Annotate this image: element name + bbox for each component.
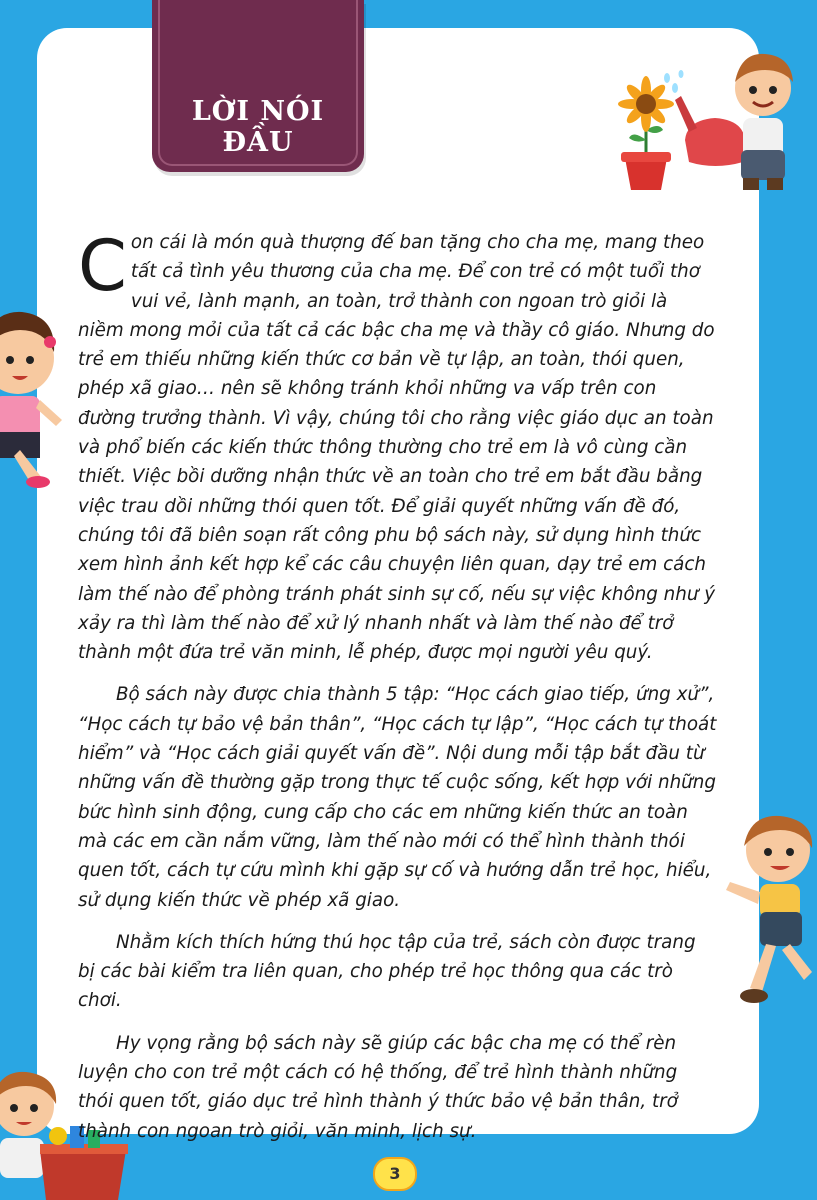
girl-with-bag-icon — [0, 300, 78, 490]
leaf-shape — [629, 134, 646, 141]
drop-cap-letter: C — [78, 225, 127, 307]
toybox-boy-eye-shape — [30, 1104, 38, 1112]
boy-shoe-shape — [743, 178, 759, 190]
paragraph: Nhằm kích thích hứng thú học tập của trẻ, sách còn được trang bị các bài kiểm tra liên quan, cho phép trẻ học thông qua các trò chơi. — [78, 931, 696, 1012]
pot-rim-shape — [621, 152, 671, 162]
girl-eye-shape — [6, 356, 14, 364]
preface-text — [78, 225, 718, 1159]
toybox-boy-shirt-shape — [0, 1138, 44, 1178]
running-boy-icon — [720, 812, 817, 1012]
boy-shoe-shape — [767, 178, 783, 190]
page-number-badge: 3 — [373, 1157, 417, 1191]
toybox-boy-eye-shape — [10, 1104, 18, 1112]
paragraph-text: on cái là món quà thượng đế ban tặng cho cha mẹ, mang theo tất cả tình yêu thương của cha mẹ. Để con trẻ có một tuổi thơ vui vẻ, lành mạnh, an toàn, trở thành con ngoan trò giỏi là niềm mong mỏi của tất cả các bậc cha mẹ và thầy cô giáo. Nhưng do trẻ em thiếu những kiến thức cơ bản về tự lập, an toàn, thói quen, phép xã giao… nên sẽ không tránh khỏi những va vấp trên con đường trưởng thành. Vì vậy, chúng tôi cho rằng việc giáo dục an toàn và phổ biến các kiến thức thông thường cho trẻ em là vô cùng cần thiết. Việc bồi dưỡng nhận thức về an toàn cho trẻ em bắt đầu bằng việc trau dồi những thói quen tốt. Để giải quyết những vấn đề đó, chúng tôi đã biên soạn rất công phu bộ sách này, sử dụng hình thức xem hình ảnh kết hợp kể các câu chuyện liên quan, dạy trẻ em cách làm thế nào để phòng tránh phát sinh sự cố, nếu sự việc không như ý xảy ra thì làm thế nào để xử lý nhanh nhất và làm thế nào để trở thành một đứa trẻ văn minh, lễ phép, được mọi người yêu quý. — [78, 232, 716, 664]
watering-can-spout-shape — [675, 96, 697, 132]
girl-hair-bow-shape — [44, 336, 56, 348]
girl-shoe-shape — [26, 476, 50, 488]
boy-watering-flower-icon — [615, 30, 805, 195]
flower-pot-shape — [625, 158, 667, 190]
boy-overalls-shape — [741, 150, 785, 180]
paragraph — [78, 225, 718, 667]
running-boy-leg-shape — [750, 944, 776, 992]
water-drops-shape — [664, 70, 684, 93]
running-boy-shorts-shape — [760, 912, 802, 946]
page-title: LỜI NÓI ĐẦU — [191, 96, 325, 158]
running-boy-shoe-shape — [740, 989, 768, 1003]
title-tab — [152, 0, 364, 172]
paragraph: Bộ sách này được chia thành 5 tập: “Học cách giao tiếp, ứng xử”, “Học cách tự bảo vệ bản thân”, “Học cách tự lập”, “Học cách tự thoát hiểm” và “Học cách giải quyết vấn đề”. Nội dung mỗi tập bắt đầu từ những vấn đề thường gặp trong thực tế cuộc sống, kết hợp với những bức hình sinh động, cung cấp cho các em những kiến thức an toàn mà các em cần nắm vững, làm thế nào mới có thể hình thành thói quen tốt, cách tự cứu mình khi gặp sự cố và hướng dẫn trẻ học, hiểu, sử dụng kiến thức về phép xã giao. — [78, 684, 717, 911]
toy-ball-shape — [49, 1127, 67, 1145]
running-boy-arm-shape — [726, 882, 760, 904]
paragraph: Hy vọng rằng bộ sách này sẽ giúp các bậc cha mẹ có thể rèn luyện cho con trẻ một cách có hệ thống, để trẻ hình thành những thói quen tốt, giáo dục trẻ hình thành ý thức bảo vệ bản thân, trở thành con ngoan trò giỏi, văn minh, lịch sự. — [78, 1032, 678, 1142]
running-boy-eye-shape — [764, 848, 772, 856]
boy-eye-shape — [769, 86, 777, 94]
boy-eye-shape — [749, 86, 757, 94]
running-boy-eye-shape — [786, 848, 794, 856]
flower-center-shape — [636, 94, 656, 114]
running-boy-leg-shape — [782, 944, 812, 980]
girl-eye-shape — [26, 356, 34, 364]
